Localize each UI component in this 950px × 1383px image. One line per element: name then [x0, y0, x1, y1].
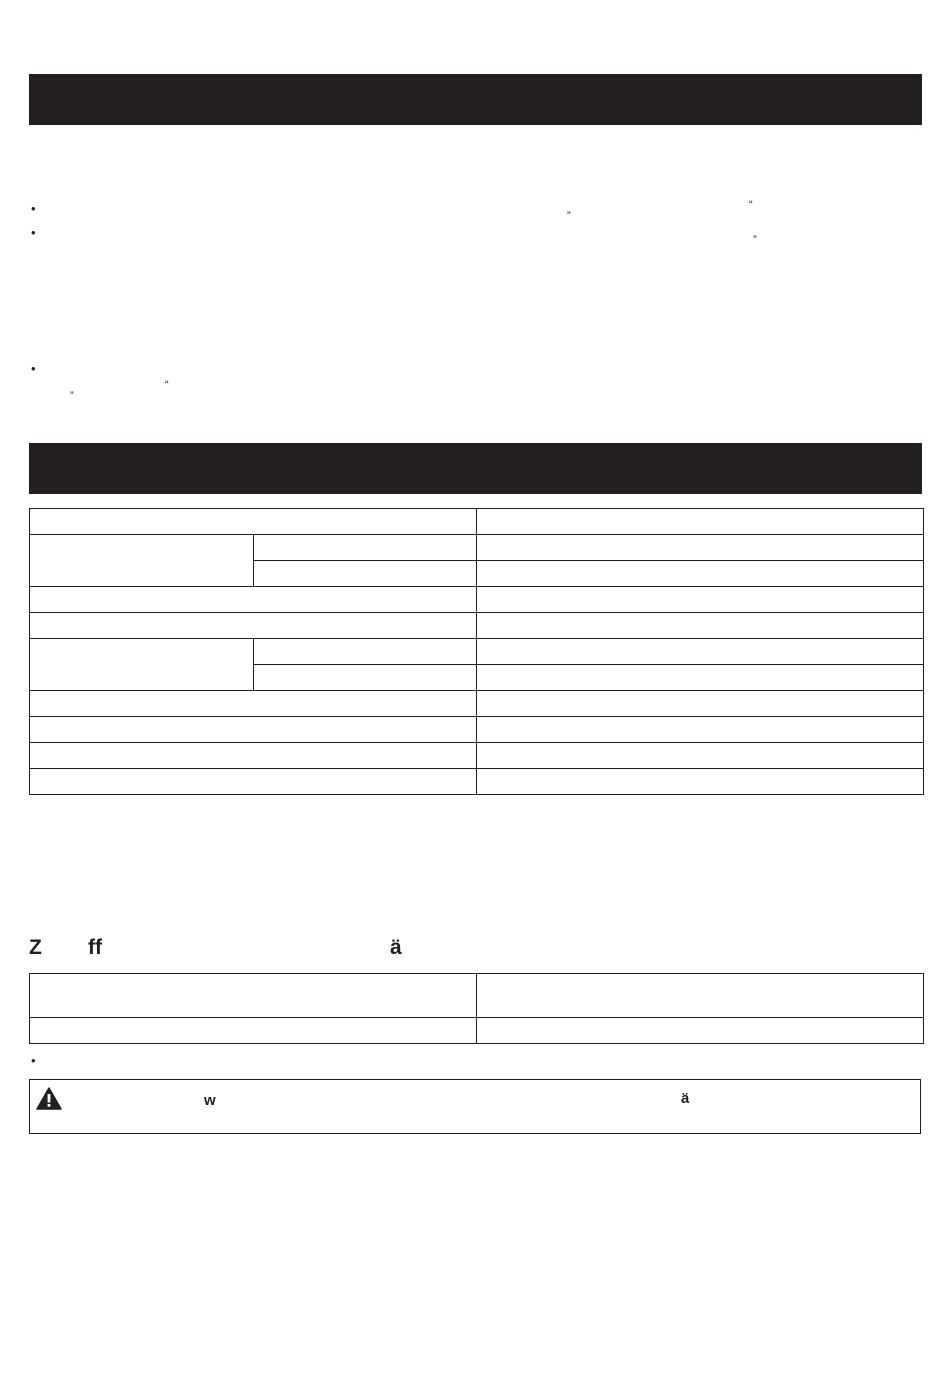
- quote-mark: ”: [70, 390, 74, 402]
- table-cell: [30, 974, 477, 1018]
- table-cell: [477, 639, 924, 665]
- table-cell: [30, 717, 477, 743]
- table-row: [30, 639, 924, 665]
- table-cell: [477, 665, 924, 691]
- table-cell: [254, 639, 477, 665]
- quote-mark: “: [165, 379, 169, 391]
- table-cell: [477, 587, 924, 613]
- table-cell: [30, 691, 477, 717]
- spec-table: [29, 508, 924, 795]
- table-row: [30, 587, 924, 613]
- table-cell: [30, 587, 477, 613]
- table-cell: [477, 1018, 924, 1044]
- table-cell: [477, 743, 924, 769]
- section-heading-char: ä: [390, 936, 402, 959]
- bullet-4: •: [31, 1053, 36, 1068]
- table-row: [30, 509, 924, 535]
- info-table: [29, 973, 924, 1044]
- table-row: [30, 1018, 924, 1044]
- table-row: [30, 691, 924, 717]
- quote-mark: ”: [753, 234, 757, 246]
- table-cell: [30, 639, 254, 691]
- warning-text-char: ä: [681, 1090, 690, 1107]
- table-cell: [477, 535, 924, 561]
- table-row: [30, 743, 924, 769]
- warning-box: [29, 1079, 921, 1134]
- table-cell: [30, 743, 477, 769]
- table-cell: [30, 1018, 477, 1044]
- table-cell: [30, 769, 477, 795]
- table-cell: [477, 509, 924, 535]
- table-row: [30, 769, 924, 795]
- table-cell: [477, 613, 924, 639]
- warning-triangle-icon: [36, 1087, 62, 1110]
- table-row: [30, 613, 924, 639]
- table-cell: [477, 974, 924, 1018]
- table-row: [30, 717, 924, 743]
- table-cell: [477, 769, 924, 795]
- table-cell: [30, 535, 254, 587]
- table-cell: [30, 613, 477, 639]
- table-cell: [477, 691, 924, 717]
- section-heading-char: ff: [88, 936, 102, 959]
- bullet-1: •: [31, 201, 36, 216]
- table-cell: [477, 717, 924, 743]
- bullet-2: •: [31, 225, 36, 240]
- table-cell: [477, 561, 924, 587]
- warning-text-char: w: [204, 1092, 216, 1109]
- section-header-bar-2: [29, 443, 922, 494]
- table-cell: [254, 561, 477, 587]
- table-cell: [254, 535, 477, 561]
- bullet-3: •: [31, 361, 36, 376]
- table-row: [30, 974, 924, 1018]
- quote-mark: “: [749, 199, 753, 211]
- section-header-bar-1: [29, 74, 922, 125]
- quote-mark: ”: [567, 210, 571, 222]
- table-row: [30, 535, 924, 561]
- section-heading-char: Z: [29, 936, 42, 959]
- table-cell: [254, 665, 477, 691]
- table-cell: [30, 509, 477, 535]
